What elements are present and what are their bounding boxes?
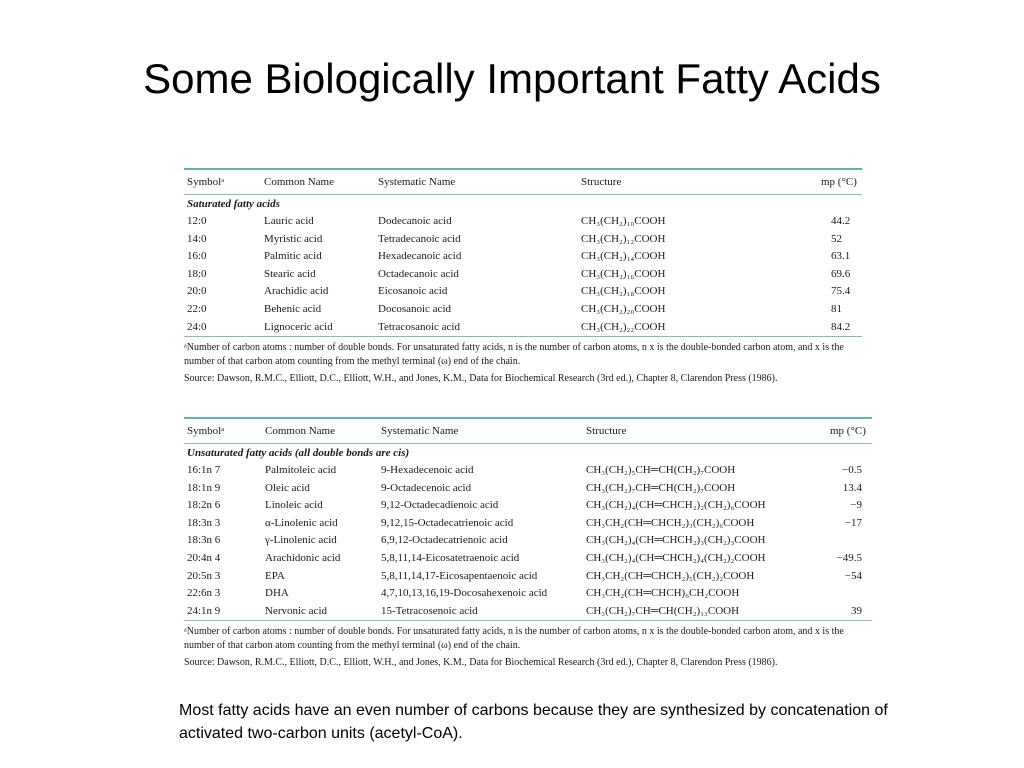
- cell-symbol: 12:0: [187, 215, 207, 227]
- cell-common-name: γ-Linolenic acid: [265, 534, 337, 547]
- cell-symbol: 20:4n 4: [187, 551, 221, 564]
- slide-title: Some Biologically Important Fatty Acids: [143, 55, 881, 102]
- table-row: [184, 550, 872, 568]
- cell-systematic-name: 15-Tetracosenoic acid: [381, 604, 478, 617]
- cell-systematic-name: Dodecanoic acid: [378, 215, 452, 227]
- cell-mp: 84.2: [831, 320, 851, 333]
- table-body: [184, 213, 862, 336]
- cell-systematic-name: 9,12,15-Octadecatrienoic acid: [381, 516, 514, 529]
- cell-symbol: 22:6n 3: [187, 587, 221, 600]
- cell-structure: CH₃(CH₂)₄(CH═CHCH₂)₃(CH₂)₃COOH: [586, 534, 766, 547]
- table-row: [184, 585, 872, 603]
- cell-symbol: 18:2n 6: [187, 499, 221, 512]
- slide-caption: Most fatty acids have an even number of carbons because they are synthesized by concatenation of activated two-carbon units (acetyl-CoA).: [179, 702, 888, 742]
- cell-systematic-name: 4,7,10,13,16,19-Docosahexenoic acid: [381, 587, 548, 600]
- cell-symbol: 16:0: [187, 250, 207, 263]
- section-label: Unsaturated fatty acids (all double bonds are cis): [187, 447, 410, 459]
- cell-systematic-name: Hexadecanoic acid: [378, 250, 462, 263]
- table-row: [184, 319, 862, 337]
- cell-systematic-name: Eicosanoic acid: [378, 285, 448, 298]
- source-note: Source: Dawson, R.M.C., Elliott, D.C., Elliott, W.H., and Jones, K.M., Data for Biochemical Research (3rd ed.), Chapter 8, Clarendon Press (1986).: [184, 373, 778, 385]
- cell-symbol: 18:3n 3: [187, 516, 221, 529]
- table-notes: [184, 621, 872, 670]
- cell-structure: CH₃(CH₂)₁₂COOH: [581, 232, 666, 245]
- cell-structure: CH₃(CH₂)₁₀COOH: [581, 215, 666, 227]
- table-notes: [184, 337, 862, 386]
- cell-structure: CH₃(CH₂)₂₀COOH: [581, 302, 666, 315]
- cell-symbol: 24:0: [187, 320, 207, 333]
- cell-common-name: Stearic acid: [264, 267, 316, 280]
- header-systematic-name: Systematic Name: [378, 176, 456, 188]
- cell-systematic-name: 6,9,12-Octadecatrienoic acid: [381, 534, 508, 547]
- cell-systematic-name: Tetracosanoic acid: [378, 320, 460, 333]
- cell-symbol: 18:3n 6: [187, 534, 221, 547]
- source-note: Source: Dawson, R.M.C., Elliott, D.C., Elliott, W.H., and Jones, K.M., Data for Biochemical Research (3rd ed.), Chapter 8, Clarendon Press (1986).: [184, 657, 778, 669]
- cell-common-name: Arachidic acid: [264, 285, 329, 298]
- cell-common-name: Myristic acid: [264, 232, 323, 245]
- cell-common-name: Oleic acid: [265, 481, 310, 494]
- cell-systematic-name: Octadecanoic acid: [378, 267, 459, 280]
- table-row: [184, 480, 872, 498]
- table-row: [184, 283, 862, 301]
- cell-systematic-name: 5,8,11,14-Eicosatetraenoic acid: [381, 551, 520, 564]
- cell-systematic-name: 9-Hexadecenoic acid: [381, 464, 474, 476]
- unsaturated-fatty-acids-table: [184, 417, 872, 674]
- cell-structure: CH₃CH₂(CH═CHCH)₆CH₂COOH: [586, 587, 740, 600]
- table-row: [184, 497, 872, 515]
- cell-mp: 81: [831, 302, 842, 315]
- cell-symbol: 20:5n 3: [187, 569, 221, 582]
- cell-symbol: 20:0: [187, 285, 207, 298]
- cell-symbol: 18:0: [187, 267, 207, 280]
- table-header-row: [184, 170, 862, 194]
- header-structure: Structure: [586, 425, 627, 437]
- cell-structure: CH₃(CH₂)₂₂COOH: [581, 320, 666, 333]
- footnote: ᵃNumber of carbon atoms : number of double bonds. For unsaturated fatty acids, n is the number of carbon atoms, n x is the double-bonded carbon atom, and x is the number of that carbon atom counting from the methyl terminal (ω) end of the chain.: [184, 342, 844, 367]
- header-mp: mp (°C): [830, 425, 866, 437]
- cell-common-name: Lauric acid: [264, 215, 314, 227]
- cell-mp: 63.1: [831, 250, 851, 263]
- header-mp: mp (°C): [821, 176, 857, 188]
- cell-common-name: Palmitic acid: [264, 250, 322, 263]
- cell-mp: 44.2: [831, 215, 851, 227]
- cell-systematic-name: Docosanoic acid: [378, 302, 451, 315]
- cell-mp: 13.4: [842, 481, 862, 494]
- header-common-name: Common Name: [265, 425, 335, 437]
- cell-systematic-name: 5,8,11,14,17-Eicosapentaenoic acid: [381, 569, 538, 582]
- cell-structure: CH₃(CH₂)₅CH═CH(CH₂)₇COOH: [586, 464, 736, 476]
- cell-systematic-name: 9-Octadecenoic acid: [381, 481, 472, 494]
- cell-symbol: 22:0: [187, 302, 207, 315]
- saturated-fatty-acids-table: [184, 168, 862, 390]
- table-row: [184, 301, 862, 319]
- cell-structure: CH₃CH₂(CH═CHCH₂)₅(CH₂)₂COOH: [586, 569, 755, 582]
- cell-common-name: EPA: [265, 569, 285, 582]
- cell-structure: CH₃(CH₂)₇CH═CH(CH₂)₇COOH: [586, 481, 736, 494]
- cell-systematic-name: Tetradecanoic acid: [378, 232, 461, 245]
- section-heading: [184, 195, 862, 213]
- cell-common-name: Behenic acid: [264, 302, 322, 315]
- header-common-name: Common Name: [264, 176, 334, 188]
- cell-symbol: 18:1n 9: [187, 481, 221, 494]
- table-body: [184, 462, 872, 620]
- cell-mp: −0.5: [842, 464, 862, 476]
- cell-structure: CH₃(CH₂)₁₄COOH: [581, 250, 666, 263]
- header-symbol: Symbolᵃ: [187, 176, 225, 188]
- cell-structure: CH₃(CH₂)₄(CH═CHCH₂)₂(CH₂)₆COOH: [586, 499, 766, 512]
- cell-systematic-name: 9,12-Octadecadienoic acid: [381, 499, 499, 512]
- cell-mp: 39: [851, 604, 862, 617]
- cell-common-name: Arachidonic acid: [265, 551, 341, 564]
- table-row: [184, 515, 872, 533]
- table-header-row: [184, 419, 872, 443]
- table-row: [184, 213, 862, 231]
- cell-symbol: 24:1n 9: [187, 604, 221, 617]
- cell-common-name: Palmitoleic acid: [265, 464, 337, 476]
- cell-common-name: Nervonic acid: [265, 604, 327, 617]
- table-row: [184, 568, 872, 586]
- table-row: [184, 603, 872, 621]
- table-row: [184, 462, 872, 480]
- footnote: ᵃNumber of carbon atoms : number of double bonds. For unsaturated fatty acids, n is the number of carbon atoms, n x is the double-bonded carbon atom, and x is the number of that carbon atom counting from the methyl terminal (ω) end of the chain.: [184, 626, 844, 651]
- cell-common-name: α-Linolenic acid: [265, 516, 338, 529]
- cell-mp: −17: [844, 516, 862, 529]
- section-heading: [184, 444, 872, 462]
- cell-symbol: 16:1n 7: [187, 464, 221, 476]
- cell-structure: CH₃(CH₂)₁₈COOH: [581, 285, 666, 298]
- table-row: [184, 248, 862, 266]
- header-structure: Structure: [581, 176, 622, 188]
- section-label: Saturated fatty acids: [187, 198, 280, 210]
- cell-common-name: Linoleic acid: [265, 499, 323, 512]
- cell-structure: CH₃(CH₂)₄(CH═CHCH₂)₄(CH₂)₂COOH: [586, 551, 766, 564]
- cell-mp: −54: [844, 569, 862, 582]
- cell-mp: 52: [831, 232, 842, 245]
- table-row: [184, 231, 862, 249]
- cell-mp: 75.4: [831, 285, 851, 298]
- cell-common-name: Lignoceric acid: [264, 320, 333, 333]
- table-row: [184, 532, 872, 550]
- header-symbol: Symbolᵃ: [187, 425, 225, 437]
- cell-common-name: DHA: [265, 587, 289, 600]
- cell-mp: 69.6: [831, 267, 851, 280]
- cell-structure: CH₃(CH₂)₁₆COOH: [581, 267, 666, 280]
- table-row: [184, 266, 862, 284]
- cell-symbol: 14:0: [187, 232, 207, 245]
- cell-structure: CH₃(CH₂)₇CH═CH(CH₂)₁₃COOH: [586, 604, 740, 617]
- cell-mp: −49.5: [836, 551, 862, 564]
- header-systematic-name: Systematic Name: [381, 425, 459, 437]
- cell-structure: CH₃CH₂(CH═CHCH₂)₃(CH₂)₆COOH: [586, 516, 755, 529]
- cell-mp: −9: [850, 499, 862, 512]
